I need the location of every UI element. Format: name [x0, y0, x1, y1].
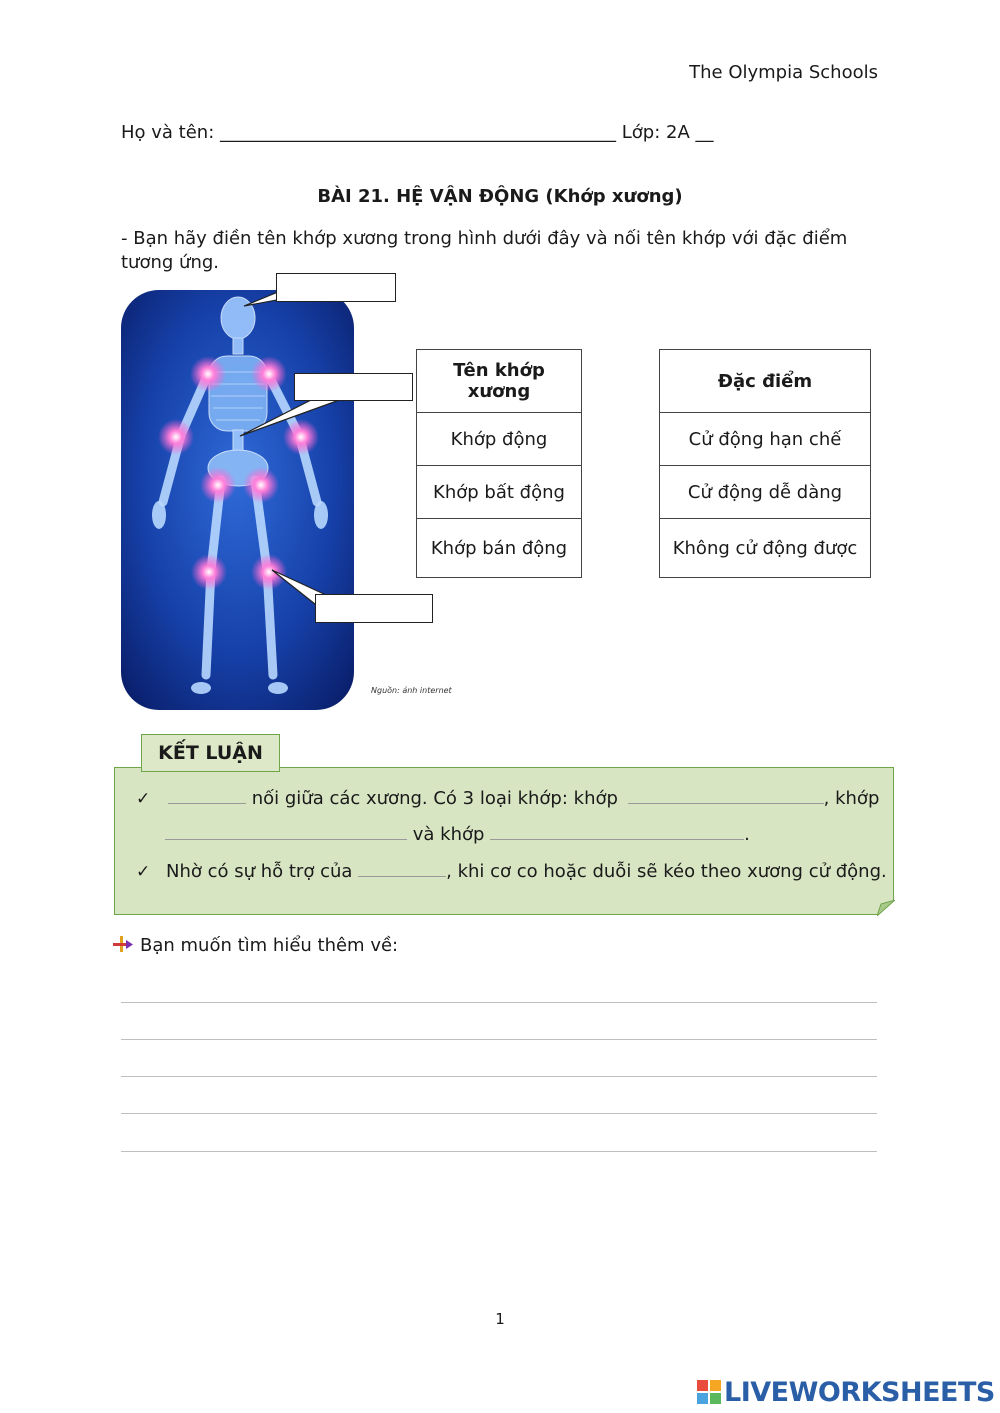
learn-more: [112, 935, 398, 956]
image-source: Nguồn: ảnh internet: [371, 686, 452, 695]
student-info-line: [121, 122, 713, 143]
label-box-skull[interactable]: [276, 273, 396, 302]
feature-cell[interactable]: Cử động hạn chế: [660, 413, 871, 466]
conclusion-line-2: [165, 822, 750, 845]
brand-logo-icon: [697, 1380, 721, 1404]
label-box-spine[interactable]: [294, 373, 413, 401]
conclusion-text: Nhờ có sự hỗ trợ của: [165, 861, 353, 882]
page-number: 1: [495, 1310, 505, 1328]
answer-line[interactable]: [121, 1113, 877, 1114]
page-curl-icon: [877, 900, 895, 916]
conclusion-tag: KẾT LUẬN: [141, 734, 280, 772]
brand-logo: [697, 1377, 995, 1408]
conclusion-line-3: [136, 859, 887, 882]
feature-cell[interactable]: Không cử động được: [660, 519, 871, 578]
blank-joint[interactable]: [168, 786, 246, 804]
lesson-instruction: - Bạn hãy điền tên khớp xương trong hình dưới đây và nối tên khớp với đặc điểm tương ứng.: [121, 228, 848, 273]
check-icon: ✓: [136, 789, 151, 809]
arrow-bullet-icon: [112, 935, 134, 953]
school-name: The Olympia Schools: [689, 62, 878, 83]
joint-table-header: Tên khớp xương: [417, 350, 582, 413]
joint-name-table: [416, 349, 582, 578]
answer-line[interactable]: [121, 1151, 877, 1152]
conclusion-text: và khớp: [412, 824, 485, 845]
conclusion-text: , khi cơ co hoặc duỗi sẽ kéo theo xương cử động.: [446, 861, 887, 882]
blank-joint-type-3[interactable]: [490, 822, 744, 840]
joint-cell[interactable]: Khớp bán động: [417, 519, 582, 578]
blank-joint-type-2[interactable]: [165, 822, 407, 840]
feature-table-header: Đặc điểm: [660, 350, 871, 413]
joint-cell[interactable]: Khớp động: [417, 413, 582, 466]
label-box-knee[interactable]: [315, 594, 433, 623]
answer-line[interactable]: [121, 1039, 877, 1040]
class-field-label: Lớp: 2A __: [621, 122, 714, 143]
feature-table: [659, 349, 871, 578]
feature-cell[interactable]: Cử động dễ dàng: [660, 466, 871, 519]
conclusion-text: .: [744, 824, 750, 845]
conclusion-line-1: [136, 786, 879, 809]
conclusion-text: nối giữa các xương. Có 3 loại khớp: khớp: [251, 788, 618, 809]
answer-line[interactable]: [121, 1076, 877, 1077]
answer-line[interactable]: [121, 1002, 877, 1003]
blank-joint-type-1[interactable]: [628, 786, 824, 804]
learn-more-label: Bạn muốn tìm hiểu thêm về:: [140, 935, 399, 956]
conclusion-text: , khớp: [823, 788, 880, 809]
check-icon: ✓: [136, 862, 151, 882]
name-field-label: Họ và tên: ____________________________________________: [121, 122, 616, 143]
brand-name: LIVEWORKSHEETS: [724, 1377, 995, 1408]
lesson-title: BÀI 21. HỆ VẬN ĐỘNG (Khớp xương): [317, 186, 683, 207]
blank-muscle[interactable]: [358, 859, 446, 877]
joint-cell[interactable]: Khớp bất động: [417, 466, 582, 519]
